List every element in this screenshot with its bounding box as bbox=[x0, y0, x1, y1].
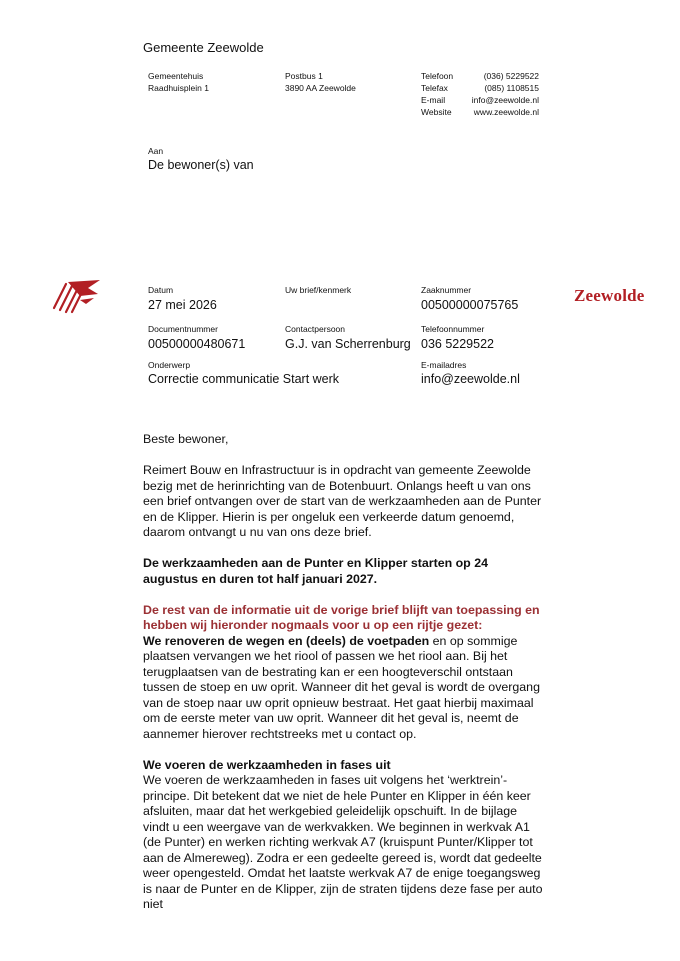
contact-value: (085) 1108515 bbox=[484, 83, 539, 93]
contact-value: (036) 5229522 bbox=[483, 71, 539, 81]
highlight-notice: De rest van de informatie uit de vorige brief blijft van toepassing en hebben wij hieronder nogmaals voor u op een rijtje gezet: bbox=[143, 602, 540, 632]
zeewolde-flag-logo-icon bbox=[50, 278, 104, 314]
renovation-paragraph bbox=[143, 634, 543, 743]
document-number-value: 00500000480671 bbox=[148, 337, 246, 351]
recipient-value: De bewoner(s) van bbox=[148, 158, 254, 172]
phone-label: Telefoonnummer bbox=[421, 324, 485, 334]
contact-label: Website bbox=[421, 107, 452, 117]
contact-row bbox=[421, 94, 539, 106]
contact-row bbox=[421, 82, 539, 94]
case-number-value: 00500000075765 bbox=[421, 298, 519, 312]
case-number-label: Zaaknummer bbox=[421, 285, 472, 295]
recipient-label: Aan bbox=[148, 146, 164, 156]
key-announcement: De werkzaamheden aan de Punter en Klipper starten op 24 augustus en duren tot half januari 2027. bbox=[143, 556, 488, 586]
address-line: 3890 AA Zeewolde bbox=[285, 83, 356, 93]
phone-value: 036 5229522 bbox=[421, 337, 494, 351]
contact-label: E-mail bbox=[421, 95, 446, 105]
email-label: E-mailadres bbox=[421, 360, 467, 370]
contact-value: www.zeewolde.nl bbox=[473, 107, 539, 117]
phases-heading: We voeren de werkzaamheden in fases uit bbox=[143, 757, 391, 772]
document-number-label: Documentnummer bbox=[148, 324, 218, 334]
intro-paragraph: Reimert Bouw en Infrastructuur is in opdracht van gemeente Zeewolde bezig met de herinrichting van de Botenbuurt. Onlangs heeft u van ons een brief ontvangen over de start van de werkzaamheden aan de Punter en de Klipper. Hierin is per ongeluk een verkeerde datum genoemd, daarom ontvangt u nu van ons deze brief. bbox=[143, 463, 542, 539]
renovation-text: en op sommige plaatsen vervangen we het riool of passen we het riool aan. Bij het terugplaatsen van de bestrating kan er een hoogteverschil ontstaan tussen de stoep en uw oprit. Wanneer dit het geval is wordt de overgang van de stoep naar uw oprit opnieuw bestraat. Het gaat hierbij maximaal om de eerste meter van uw oprit. Wanneer dit het geval is, neemt de aannemer hierover rechtstreeks met u contact op. bbox=[143, 633, 540, 741]
contact-label: Telefoon bbox=[421, 71, 454, 81]
brand-wordmark: Zeewolde bbox=[574, 286, 645, 305]
subject-value: Correctie communicatie Start werk bbox=[148, 372, 340, 386]
address-line: Raadhuisplein 1 bbox=[148, 83, 209, 93]
subject-label: Onderwerp bbox=[148, 360, 191, 370]
contact-block bbox=[421, 70, 539, 118]
letter-body bbox=[143, 432, 543, 913]
contact-value: info@zeewolde.nl bbox=[471, 95, 539, 105]
date-value: 27 mei 2026 bbox=[148, 298, 217, 312]
address-visiting bbox=[148, 70, 209, 94]
contact-person-label: Contactpersoon bbox=[285, 324, 346, 334]
contact-person-value: G.J. van Scherrenburg bbox=[285, 337, 411, 351]
date-label: Datum bbox=[148, 285, 174, 295]
address-line: Gemeentehuis bbox=[148, 71, 204, 81]
email-value: info@zeewolde.nl bbox=[421, 372, 520, 386]
salutation: Beste bewoner, bbox=[143, 432, 229, 446]
contact-row bbox=[421, 106, 539, 118]
contact-row bbox=[421, 70, 539, 82]
organization-name: Gemeente Zeewolde bbox=[143, 40, 264, 55]
address-postal bbox=[285, 70, 356, 94]
renovation-lead: We renoveren de wegen en (deels) de voetpaden bbox=[143, 633, 430, 648]
contact-label: Telefax bbox=[421, 83, 448, 93]
phases-paragraph: We voeren de werkzaamheden in fases uit volgens het ‘werktrein’-principe. Dit betekent dat we niet de hele Punter en Klipper in één keer afsluiten, maar dat het werkgebied geleidelijk opschuift. In de bijlage vindt u een weergave van de werkvakken. We beginnen in werkvak A1 (de Punter) en werken richting werkvak A7 (kruispunt Punter/Klipper tot aan de Almereweg). Zodra er een gedeelte gereed is, wordt dat gedeelte weer opengesteld. Omdat het laatste werkvak A7 de enige toegangsweg is naar de Punter en de Klipper, zijn de straten tijdens deze fase per auto niet bbox=[143, 773, 543, 911]
reference-label: Uw brief/kenmerk bbox=[285, 285, 352, 295]
address-line: Postbus 1 bbox=[285, 71, 323, 81]
